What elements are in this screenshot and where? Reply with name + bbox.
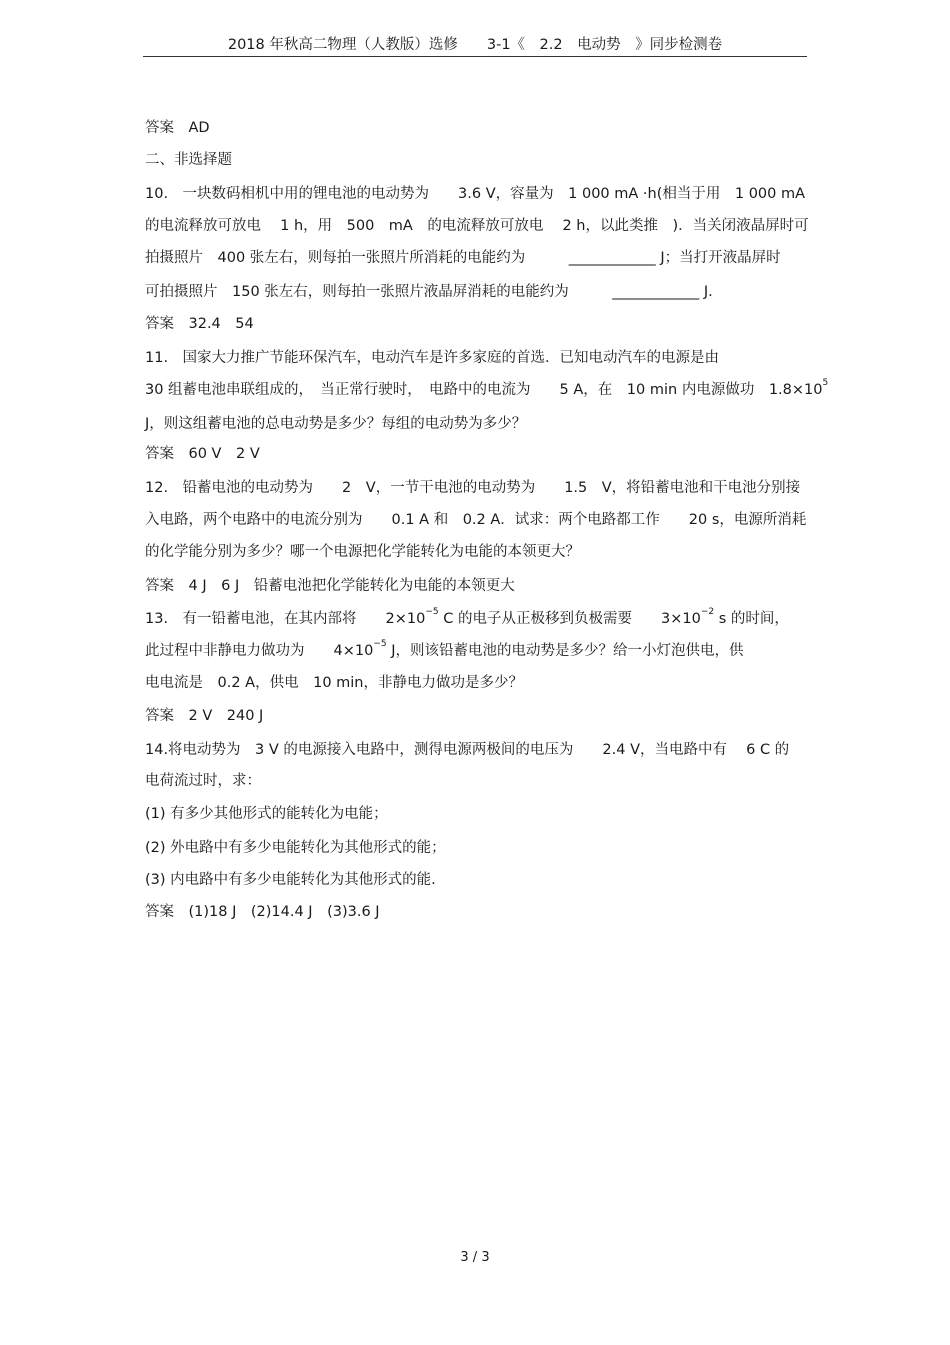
question-14-line-2: 电荷流过时，求： [145,773,261,789]
question-13-line-2: 此过程中非静电力做功为 $4\times 10^{-5}$ J，则该铅蓄电池的电动势是多少？给一小灯泡供电，供 [145,639,744,659]
question-10-line-1: 10. 一块数码相机中用的锂电池的电动势为 3.6 V，容量为 1 000 mA ·h(相当于用 1 000 mA [145,186,806,202]
answer-line: 答案 AD [145,120,210,136]
question-14-part-1: (1) 有多少其他形式的能转化为电能； [145,806,388,822]
answer-12: 答案 4 J 6 J 铅蓄电池把化学能转化为电能的本领更大 [145,578,515,594]
question-13-line-3: 电电流是 0.2 A，供电 10 min，非静电力做功是多少？ [145,675,523,691]
question-13-line-1: 13. 有一铅蓄电池，在其内部将 $2\times 10^{-5}$ C 的电子从正极移到负极需要 $3\times 10^{-2}$ s 的时间， [145,607,789,627]
question-14-part-2: (2) 外电路中有多少电能转化为其他形式的能； [145,840,446,856]
answer-10: 答案 32.4 54 [145,316,254,332]
question-11-line-3: J，则这组蓄电池的总电动势是多少？每组的电动势为多少？ [145,416,527,432]
question-11-line-1: 11. 国家大力推广节能环保汽车，电动汽车是许多家庭的首选．已知电动汽车的电源是由 [145,350,720,366]
section-heading: 二、非选择题 [145,152,232,168]
answer-13: 答案 2 V 240 J [145,708,264,724]
question-12-line-2: 入电路，两个电路中的电流分别为 0.1 A 和 0.2 A．试求：两个电路都工作 20 s，电源所消耗 [145,512,807,528]
question-10-line-2: 的电流释放可放电 1 h，用 500 mA 的电流释放可放电 2 h，以此类推 )．当关闭液晶屏时可 [145,218,809,234]
question-14-line-1: 14.将电动势为 3 V 的电源接入电路中，测得电源两极间的电压为 2.4 V，当电路中有 6 C 的 [145,742,790,758]
page-number: 3 / 3 [460,1250,490,1265]
page-header: 2018 年秋高二物理（人教版）选修 3-1《 2.2 电动势 》同步检测卷 [143,36,807,57]
answer-14: 答案 (1)18 J (2)14.4 J (3)3.6 J [145,904,380,920]
question-12-line-3: 的化学能分别为多少？哪一个电源把化学能转化为电能的本领更大？ [145,544,580,560]
question-12-line-1: 12. 铅蓄电池的电动势为 2 V，一节干电池的电动势为 1.5 V，将铅蓄电池和干电池分别接 [145,480,801,496]
question-10-line-3: 拍摄照片 400 张左右，则每拍一张照片所消耗的电能约为 ____________ J；当打开液晶屏时 [145,250,781,266]
question-14-part-3: (3) 内电路中有多少电能转化为其他形式的能. [145,872,436,888]
question-10-line-4: 可拍摄照片 150 张左右，则每拍一张照片液晶屏消耗的电能约为 ____________ J. [145,284,713,300]
question-11-line-2: 30 组蓄电池串联组成的， 当正常行驶时， 电路中的电流为 5 A，在 10 min 内电源做功 $1.8\times 10^5$ [145,378,829,398]
answer-11: 答案 60 V 2 V [145,446,260,462]
